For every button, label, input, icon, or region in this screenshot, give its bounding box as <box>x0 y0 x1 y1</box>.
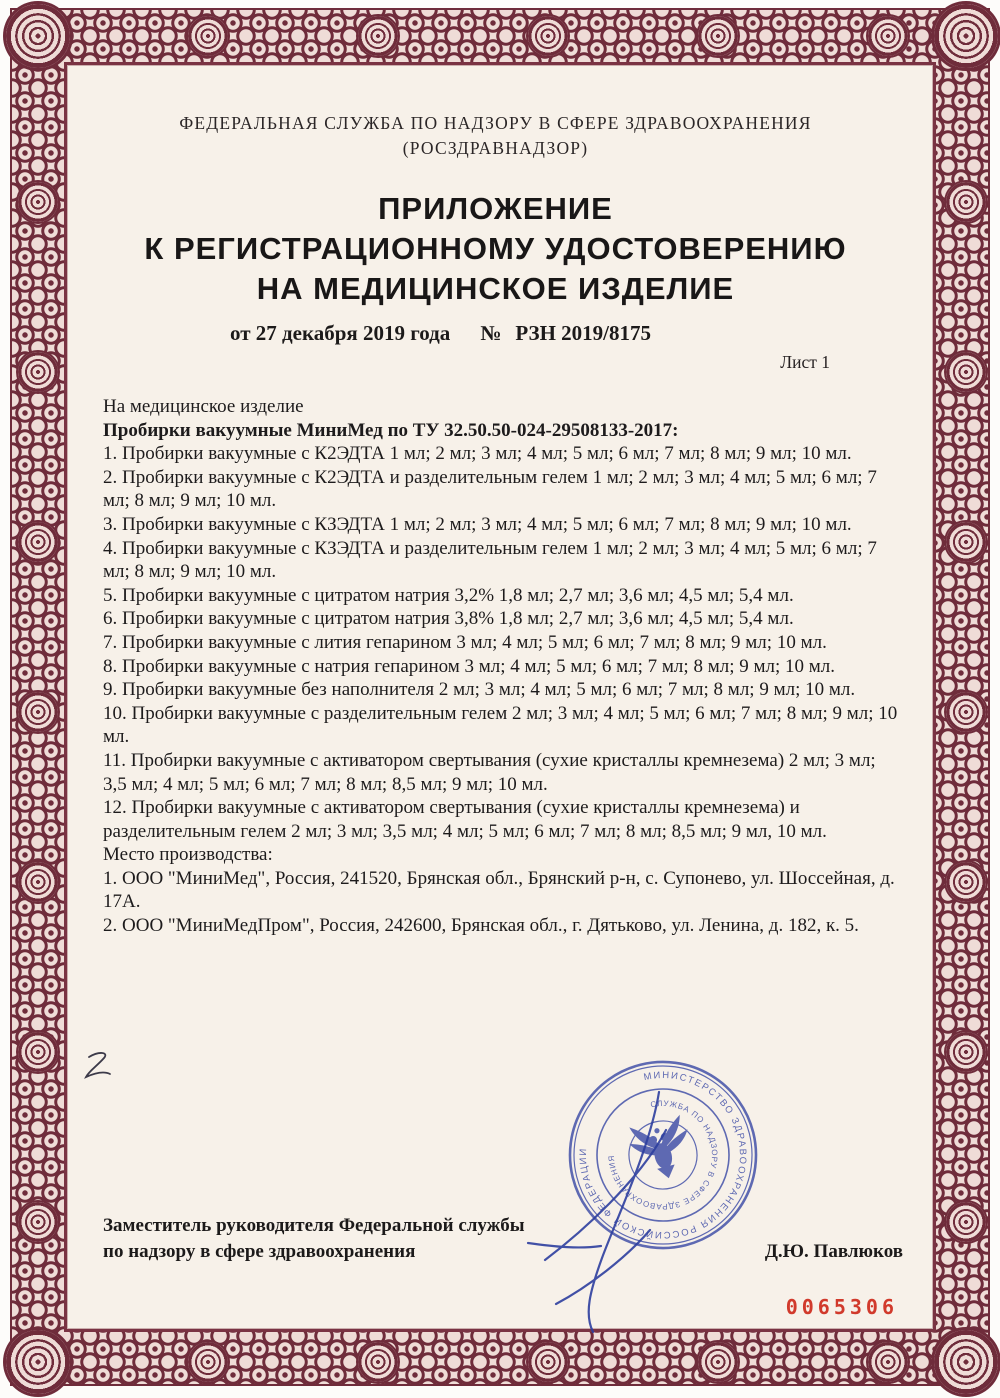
doc-date: от 27 декабря 2019 года <box>229 321 451 345</box>
border-rosette <box>358 16 398 56</box>
authority-name: ФЕДЕРАЛЬНАЯ СЛУЖБА ПО НАДЗОРУ В СФЕРЕ ЗДРАВООХРАНЕНИЯ <box>179 113 812 133</box>
border-rosette <box>946 352 986 392</box>
signature-block <box>103 1213 903 1265</box>
border-rosette <box>18 1032 58 1072</box>
border-rosette <box>946 1032 986 1072</box>
border-rosette <box>18 862 58 902</box>
signatory-title-line1: Заместитель руководителя Федеральной службы <box>103 1215 525 1236</box>
guilloche-border <box>10 8 990 1386</box>
signatory-title <box>103 1213 525 1265</box>
issuing-authority <box>103 111 888 161</box>
document-title <box>103 189 888 309</box>
border-rosette <box>946 692 986 732</box>
certificate-paper <box>64 62 936 1332</box>
signatory-title-line2: по надзору в сфере здравоохранения <box>103 1241 416 1262</box>
sheet-number: Лист 1 <box>780 352 830 372</box>
border-rosette <box>6 4 70 68</box>
border-rosette <box>946 862 986 902</box>
border-rosette <box>18 182 58 222</box>
border-rosette <box>6 1330 70 1394</box>
border-rosette <box>934 4 998 68</box>
product-item: 4. Пробирки вакуумные с КЗЭДТА и разделительным гелем 1 мл; 2 мл; 3 мл; 4 мл; 5 мл; 6 мл; 7 мл; 8 мл; 9 мл; 10 мл. <box>103 537 877 583</box>
border-rosette <box>188 16 228 56</box>
document-body <box>103 395 898 938</box>
doc-number: РЗН 2019/8175 <box>515 321 652 345</box>
border-rosette <box>698 1342 738 1382</box>
product-item: 7. Пробирки вакуумные с лития гепарином 3 мл; 4 мл; 5 мл; 6 мл; 7 мл; 8 мл; 9 мл; 10 мл. <box>103 631 827 653</box>
product-item: 3. Пробирки вакуумные с КЗЭДТА 1 мл; 2 мл; 3 мл; 4 мл; 5 мл; 6 мл; 7 мл; 8 мл; 9 мл; 10 мл. <box>103 513 852 535</box>
stamp-ring-inner-text: СЛУЖБА ПО НАДЗОРУ В СФЕРЕ ЗДРАВООХРАНЕНИЯ <box>606 1098 720 1212</box>
border-rosette <box>934 1330 998 1394</box>
border-rosette <box>946 1202 986 1242</box>
border-rosette <box>698 16 738 56</box>
border-rosette <box>358 1342 398 1382</box>
border-rosette <box>868 1342 908 1382</box>
border-rosette <box>868 16 908 56</box>
document-title-line2: К РЕГИСТРАЦИОННОМУ УДОСТОВЕРЕНИЮ <box>144 231 847 266</box>
form-serial-number: 0065306 <box>785 1295 898 1319</box>
border-rosette <box>18 352 58 392</box>
production-site: 2. ООО "МиниМедПром", Россия, 242600, Брянская обл., г. Дятьково, ул. Ленина, д. 182, к. 5. <box>103 915 859 937</box>
production-title: Место производства: <box>103 844 273 866</box>
product-item: 11. Пробирки вакуумные с активатором свертывания (сухие кристаллы кремнезема) 2 мл; 3 мл; 3,5 мл; 4 мл; 5 мл; 6 мл; 7 мл; 8 мл; 8,5 мл; 9 мл; 10 мл. <box>103 749 876 795</box>
stamp-ring-outer-text: МИНИСТЕРСТВО ЗДРАВООХРАНЕНИЯ РОССИЙСКОЙ ФЕДЕРАЦИИ <box>577 1069 749 1241</box>
border-rosette <box>188 1342 228 1382</box>
border-rosette <box>18 692 58 732</box>
product-item: 1. Пробирки вакуумные с К2ЭДТА 1 мл; 2 мл; 3 мл; 4 мл; 5 мл; 6 мл; 7 мл; 8 мл; 9 мл; 10 мл. <box>103 443 852 465</box>
product-item: 5. Пробирки вакуумные с цитратом натрия 3,2% 1,8 мл; 2,7 мл; 3,6 мл; 4,5 мл; 5,4 мл. <box>103 584 794 606</box>
document-title-line1: ПРИЛОЖЕНИЕ <box>378 191 613 226</box>
border-rosette <box>528 1342 568 1382</box>
product-item: 8. Пробирки вакуумные с натрия гепарином 3 мл; 4 мл; 5 мл; 6 мл; 7 мл; 8 мл; 9 мл; 10 мл. <box>103 655 836 677</box>
production-site: 1. ООО "МиниМед", Россия, 241520, Брянская обл., Брянский р-н, с. Супонево, ул. Шоссейная, д. 17А. <box>103 867 895 913</box>
border-rosette <box>946 182 986 222</box>
border-rosette <box>18 1202 58 1242</box>
doc-number-sign: № <box>480 321 502 345</box>
authority-short-name: (РОСЗДРАВНАДЗОР) <box>402 138 589 158</box>
product-item: 6. Пробирки вакуумные с цитратом натрия 3,8% 1,8 мл; 2,7 мл; 3,6 мл; 4,5 мл; 5,4 мл. <box>103 608 794 630</box>
product-item: 12. Пробирки вакуумные с активатором свертывания (сухие кристаллы кремнезема) и разделительным гелем 2 мл; 3 мл; 3,5 мл; 4 мл; 5 мл; 6 мл; 7 мл; 8 мл; 8,5 мл; 9 мл, 10 мл. <box>103 797 827 842</box>
product-title: Пробирки вакуумные МиниМед по ТУ 32.50.50-024-29508133-2017: <box>103 419 679 441</box>
product-item: 10. Пробирки вакуумные с разделительным гелем 2 мл; 3 мл; 4 мл; 5 мл; 6 мл; 7 мл; 8 мл; 9 мл; 10 мл. <box>103 702 898 748</box>
body-intro: На медицинское изделие <box>103 396 304 417</box>
border-rosette <box>528 16 568 56</box>
signatory-name: Д.Ю. Павлюков <box>764 1241 903 1262</box>
product-item: 9. Пробирки вакуумные без наполнителя 2 мл; 3 мл; 4 мл; 5 мл; 6 мл; 7 мл; 8 мл; 9 мл; 10 мл. <box>103 679 856 701</box>
doc-meta-line <box>48 321 833 346</box>
product-item: 2. Пробирки вакуумные с К2ЭДТА и разделительным гелем 1 мл; 2 мл; 3 мл; 4 мл; 5 мл; 6 мл; 7 мл; 8 мл; 9 мл; 10 мл. <box>103 466 877 512</box>
border-rosette <box>18 522 58 562</box>
border-rosette <box>946 522 986 562</box>
document-title-line3: НА МЕДИЦИНСКОЕ ИЗДЕЛИЕ <box>256 271 735 306</box>
